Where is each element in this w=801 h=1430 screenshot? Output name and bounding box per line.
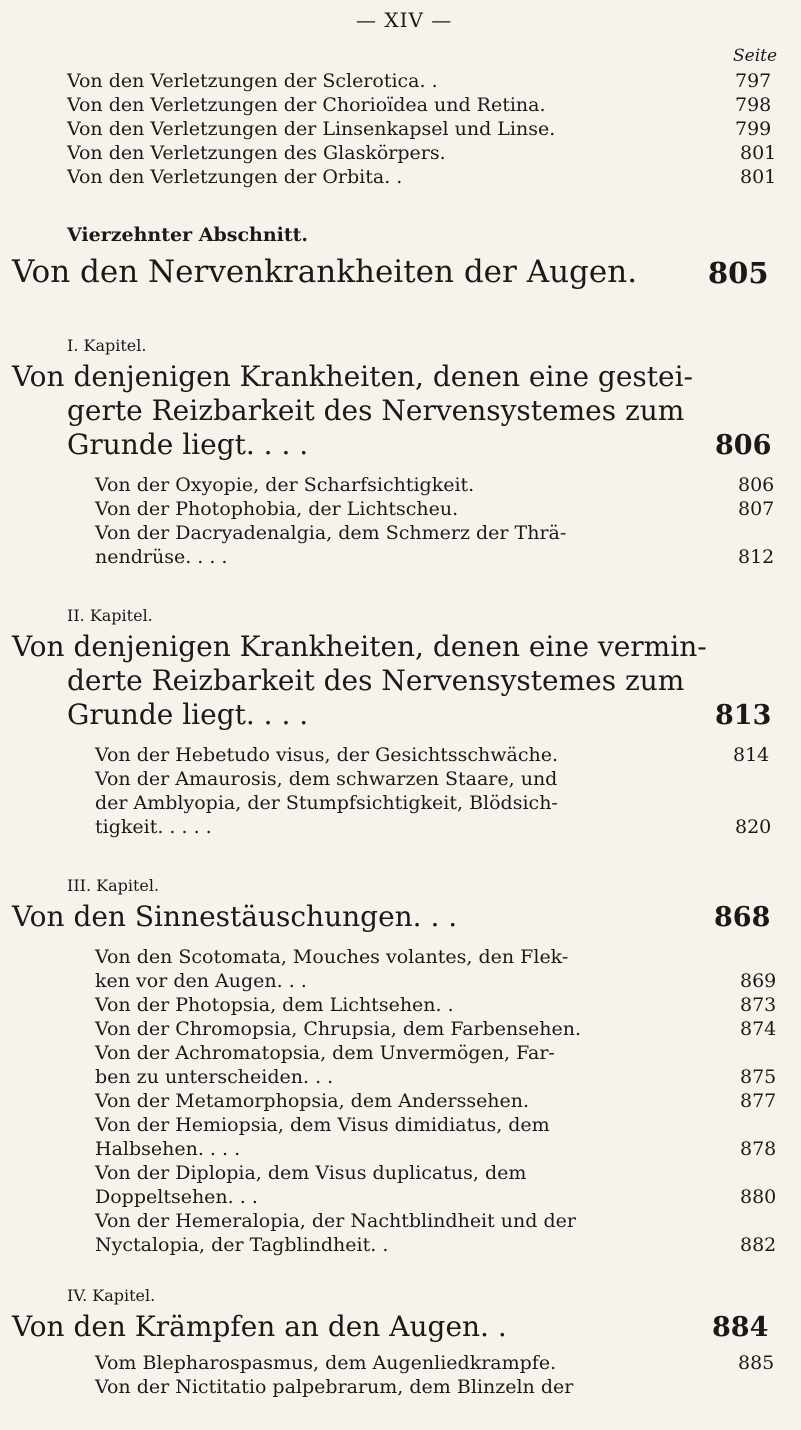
toc-entry: Von der Photophobia, der Lichtscheu. <box>95 498 459 520</box>
chapter-title-line: Grunde liegt. . . . <box>67 428 309 461</box>
chapter-title-line: Von den Krämpfen an den Augen. . <box>12 1310 507 1343</box>
chapter-label: I. Kapitel. <box>67 336 147 355</box>
chapter-page-number: 884 <box>712 1312 769 1343</box>
toc-page-number: 869 <box>740 970 777 992</box>
chapter-title-line: Von den Sinnestäuschungen. . . <box>12 900 458 933</box>
toc-entry: Von der Amaurosis, dem schwarzen Staare, und <box>95 768 558 790</box>
toc-entry: Von den Verletzungen der Linsenkapsel und Linse. <box>67 118 556 140</box>
page-header: — XIV — <box>356 8 453 32</box>
chapter-title-line: Grunde liegt. . . . <box>67 698 309 731</box>
chapter-label: II. Kapitel. <box>67 606 153 625</box>
toc-entry-cont: Halbsehen. . . . <box>95 1138 241 1160</box>
toc-page-number: 814 <box>733 744 770 766</box>
toc-page-number: 801 <box>740 142 777 164</box>
toc-entry: Von der Chromopsia, Chrupsia, dem Farbensehen. <box>95 1018 582 1040</box>
chapter-page-number: 813 <box>715 700 772 731</box>
chapter-label: IV. Kapitel. <box>67 1286 156 1305</box>
section-label: Vierzehnter Abschnitt. <box>67 224 309 246</box>
toc-entry: Von den Scotomata, Mouches volantes, den Flek- <box>95 946 569 968</box>
toc-entry: Von der Hebetudo visus, der Gesichtsschwäche. <box>95 744 559 766</box>
toc-entry: Von den Verletzungen der Orbita. . <box>67 166 403 188</box>
toc-page-number: 873 <box>740 994 777 1016</box>
toc-entry-cont: tigkeit. . . . . <box>95 816 212 838</box>
toc-page-number: 812 <box>738 546 775 568</box>
toc-page-number: 875 <box>740 1066 777 1088</box>
toc-entry: Von der Hemiopsia, dem Visus dimidiatus, dem <box>95 1114 550 1136</box>
chapter-page-number: 868 <box>714 902 771 933</box>
toc-entry-cont: ben zu unterscheiden. . . <box>95 1066 334 1088</box>
toc-entry-cont: Nyctalopia, der Tagblindheit. . <box>95 1234 389 1256</box>
toc-page-number: 807 <box>738 498 775 520</box>
chapter-label: III. Kapitel. <box>67 876 160 895</box>
toc-entry: Von der Nictitatio palpebrarum, dem Blinzeln der <box>95 1376 574 1398</box>
seite-label: Seite <box>733 46 778 66</box>
toc-page-number: 797 <box>735 70 772 92</box>
toc-entry: Von den Verletzungen des Glaskörpers. <box>67 142 446 164</box>
toc-entry: Von den Verletzungen der Sclerotica. . <box>67 70 438 92</box>
toc-entry-cont: der Amblyopia, der Stumpfsichtigkeit, Blödsich- <box>95 792 558 814</box>
toc-entry: Von der Oxyopie, der Scharfsichtigkeit. <box>95 474 475 496</box>
toc-page-number: 799 <box>735 118 772 140</box>
chapter-title-line: Von denjenigen Krankheiten, denen eine gestei- <box>12 360 694 393</box>
section-page-number: 805 <box>708 256 769 290</box>
section-title: Von den Nervenkrankheiten der Augen. <box>12 254 638 290</box>
toc-page-number: 806 <box>738 474 775 496</box>
chapter-title-line: Von denjenigen Krankheiten, denen eine vermin- <box>12 630 707 663</box>
toc-entry-cont: Doppeltsehen. . . <box>95 1186 258 1208</box>
toc-entry: Von der Achromatopsia, dem Unvermögen, Far- <box>95 1042 555 1064</box>
toc-page-number: 882 <box>740 1234 777 1256</box>
chapter-title-line: gerte Reizbarkeit des Nervensystemes zum <box>67 394 685 427</box>
toc-entry: Von der Photopsia, dem Lichtsehen. . <box>95 994 454 1016</box>
toc-page-number: 880 <box>740 1186 777 1208</box>
toc-page-number: 798 <box>735 94 772 116</box>
toc-entry-cont: nendrüse. . . . <box>95 546 228 568</box>
toc-page-number: 885 <box>738 1352 775 1374</box>
chapter-title-line: derte Reizbarkeit des Nervensystemes zum <box>67 664 685 697</box>
toc-entry: Von der Metamorphopsia, dem Anderssehen. <box>95 1090 530 1112</box>
toc-page-number: 874 <box>740 1018 777 1040</box>
toc-entry: Von der Diplopia, dem Visus duplicatus, dem <box>95 1162 527 1184</box>
toc-entry: Von der Dacryadenalgia, dem Schmerz der Thrä- <box>95 522 567 544</box>
toc-entry: Vom Blepharospasmus, dem Augenliedkrampfe. <box>95 1352 557 1374</box>
toc-entry-cont: ken vor den Augen. . . <box>95 970 307 992</box>
toc-page-number: 820 <box>735 816 772 838</box>
toc-entry: Von der Hemeralopia, der Nachtblindheit und der <box>95 1210 576 1232</box>
chapter-page-number: 806 <box>715 430 772 461</box>
toc-entry: Von den Verletzungen der Chorioïdea und Retina. <box>67 94 546 116</box>
toc-page-number: 878 <box>740 1138 777 1160</box>
toc-page-number: 801 <box>740 166 777 188</box>
toc-page-number: 877 <box>740 1090 777 1112</box>
